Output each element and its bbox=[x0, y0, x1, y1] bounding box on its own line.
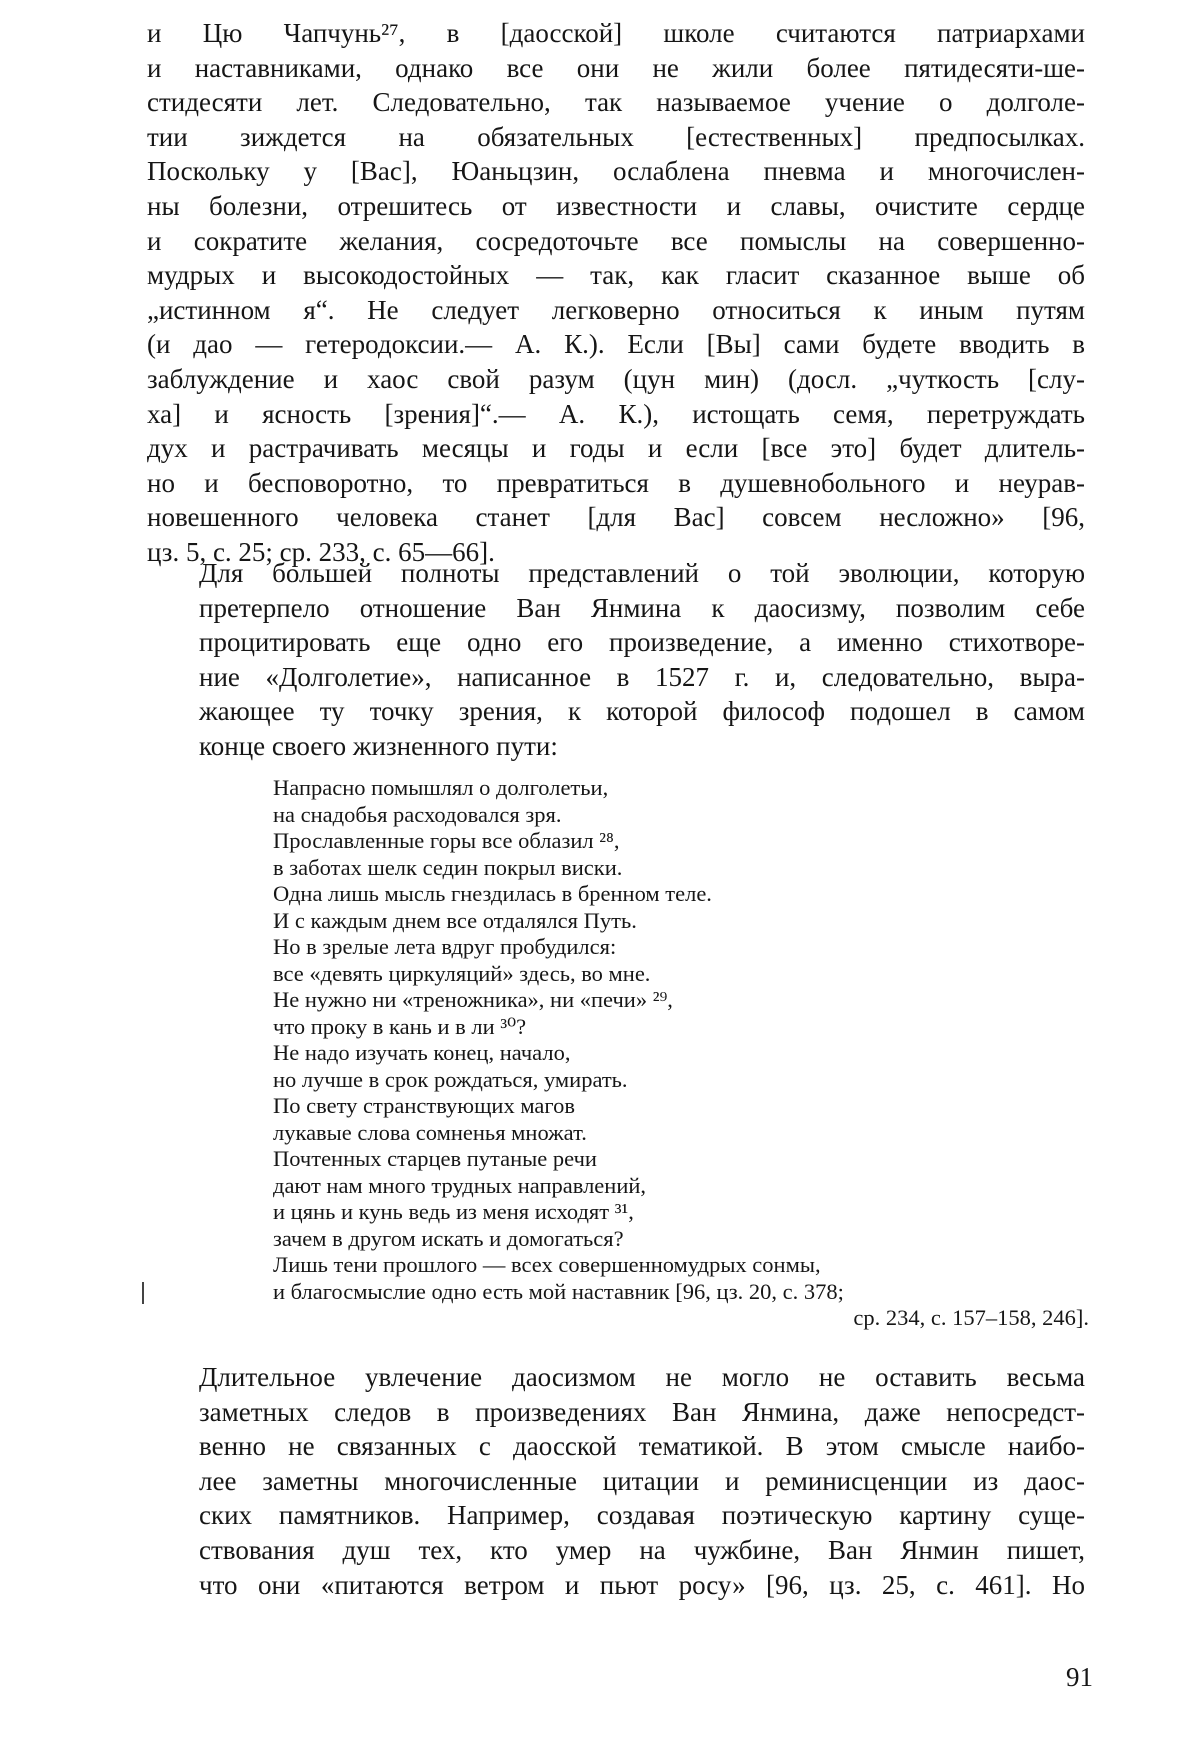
poem-source: ср. 234, с. 157–158, 246]. bbox=[853, 1305, 1089, 1330]
page-number: 91 bbox=[1066, 1662, 1093, 1692]
text-line: процитировать еще одно его произведение, а именно стихотворе- bbox=[199, 627, 1085, 658]
poem-line: И с каждым днем все отдалялся Путь. bbox=[273, 907, 637, 933]
text-line: заблуждение и хаос свой разум (цун мин) (досл. „чуткость [слу- bbox=[147, 363, 1085, 394]
poem-line: Лишь тени прошлого — всех совершенномудрых сонмы, bbox=[273, 1252, 821, 1277]
text-line: ских памятников. Например, создавая поэтическую картину суще- bbox=[199, 1500, 1085, 1531]
poem-line: Напрасно помышлял о долголетьи, bbox=[273, 775, 609, 800]
text-line: и Цю Чапчунь²⁷, в [даосской] школе считаются патриархами bbox=[147, 18, 1085, 48]
poem-line: но лучше в срок рождаться, умирать. bbox=[273, 1066, 628, 1092]
text-line: ствования душ тех, кто умер на чужбине, Ван Янмин пишет, bbox=[199, 1534, 1085, 1565]
paragraph-1 bbox=[147, 16, 1085, 570]
text-line: лее заметны многочисленные цитации и реминисценции из даос- bbox=[199, 1465, 1085, 1496]
text-line: (и дао — гетеродоксии.— А. К.). Если [Вы] сами будете вводить в bbox=[147, 329, 1085, 360]
poem-line: По свету странствующих магов bbox=[273, 1093, 575, 1118]
text-line: и наставниками, однако все они не жили более пятидесяти-ше- bbox=[147, 52, 1085, 83]
poem-line: Прославленные горы все облазил ²⁸, bbox=[273, 828, 620, 853]
margin-mark bbox=[142, 1282, 144, 1304]
poem-line: и благосмыслие одно есть мой наставник [96, цз. 20, с. 378; bbox=[273, 1278, 844, 1304]
poem-line: Не надо изучать конец, начало, bbox=[273, 1040, 571, 1065]
text-line: ха] и ясность [зрения]“.— А. К.), истощать семя, перетруждать bbox=[147, 398, 1085, 429]
poem-line: что проку в кань и в ли ³⁰? bbox=[273, 1013, 527, 1039]
poem-line: Не нужно ни «треножника», ни «печи» ²⁹, bbox=[273, 987, 673, 1012]
text-line: что они «питаются ветром и пьют росу» [96, цз. 25, с. 461]. Но bbox=[199, 1569, 1085, 1600]
text-line: тии зиждется на обязательных [естественных] предпосылках. bbox=[147, 121, 1085, 152]
poem-line: Одна лишь мысль гнездилась в бренном теле. bbox=[273, 881, 712, 906]
text-line: но и бесповоротно, то превратиться в душевнобольного и неурав- bbox=[147, 467, 1085, 498]
poem-line: все «девять циркуляций» здесь, во мне. bbox=[273, 960, 651, 986]
poem-line: лукавые слова сомненья множат. bbox=[273, 1119, 587, 1145]
text-line: конце своего жизненного пути: bbox=[199, 730, 558, 761]
paragraph-3 bbox=[147, 1360, 1085, 1602]
text-line: жающее ту точку зрения, к которой философ подошел в самом bbox=[199, 696, 1085, 727]
text-line: Длительное увлечение даосизмом не могло не оставить весьма bbox=[199, 1362, 1085, 1392]
text-line: цз. 5, с. 25; ср. 233, с. 65—66]. bbox=[147, 536, 495, 567]
text-line: Поскольку у [Вас], Юаньцзин, ослаблена пневма и многочислен- bbox=[147, 156, 1085, 187]
poem-line: на снадобья расходовался зря. bbox=[273, 801, 562, 827]
text-line: дух и растрачивать месяцы и годы и если [все это] будет длитель- bbox=[147, 433, 1085, 464]
text-line: „истинном я“. Не следует легковерно относиться к иным путям bbox=[147, 294, 1085, 325]
text-line: ние «Долголетие», написанное в 1527 г. и, следовательно, выра- bbox=[199, 661, 1085, 692]
paragraph-2 bbox=[147, 556, 1085, 764]
text-line: и сократите желания, сосредоточьте все помыслы на совершенно- bbox=[147, 225, 1085, 256]
text-line: ны болезни, отрешитесь от известности и славы, очистите сердце bbox=[147, 190, 1085, 221]
text-line: претерпело отношение Ван Янмина к даосизму, позволим себе bbox=[199, 592, 1085, 623]
poem-line: и цянь и кунь ведь из меня исходят ³¹, bbox=[273, 1199, 634, 1224]
poem-line: Но в зрелые лета вдруг пробудился: bbox=[273, 934, 617, 959]
poem-line: дают нам много трудных направлений, bbox=[273, 1172, 647, 1198]
poem-line: в заботах шелк седин покрыл виски. bbox=[273, 854, 623, 880]
text-line: Для большей полноты представлений о той эволюции, которую bbox=[199, 558, 1085, 588]
poem-line: зачем в другом искать и домогаться? bbox=[273, 1225, 624, 1251]
text-line: венно не связанных с даосской тематикой. В этом смысле наибо- bbox=[199, 1431, 1085, 1462]
text-line: новешенного человека станет [для Вас] совсем несложно» [96, bbox=[147, 502, 1085, 533]
text-line: стидесяти лет. Следовательно, так называемое учение о долголе- bbox=[147, 87, 1085, 118]
poem-longevity bbox=[273, 775, 1093, 1332]
text-line: мудрых и высокодостойных — так, как гласит сказанное выше об bbox=[147, 260, 1085, 291]
poem-line: Почтенных старцев путаные речи bbox=[273, 1146, 597, 1171]
text-line: заметных следов в произведениях Ван Янмина, даже непосредст- bbox=[199, 1396, 1085, 1427]
